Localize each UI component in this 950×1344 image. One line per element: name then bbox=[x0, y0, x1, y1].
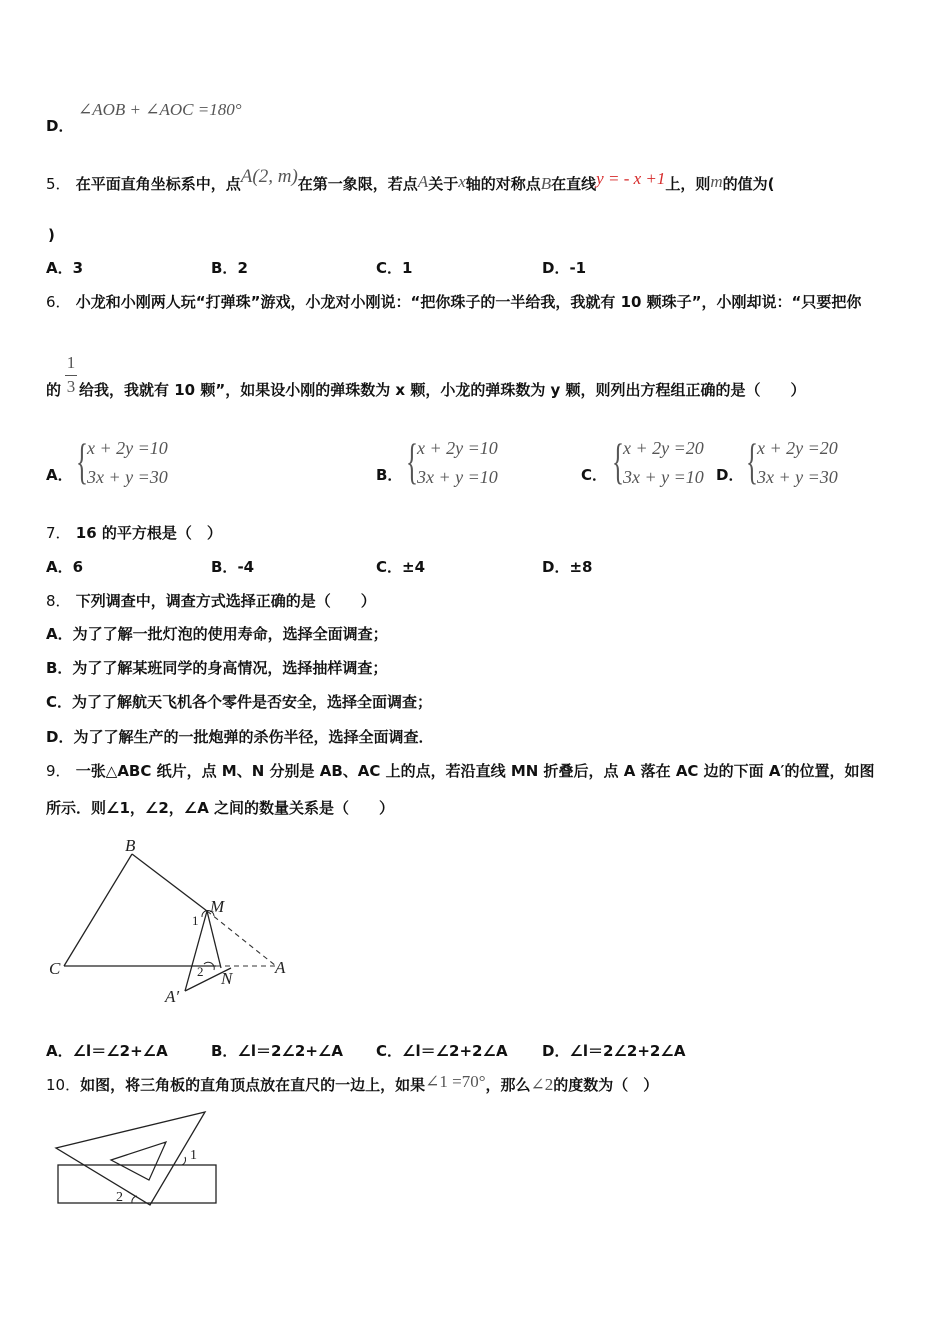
q6-option-b-eq1: x + 2y =10 bbox=[417, 438, 498, 458]
q6-stem-line1 bbox=[46, 292, 861, 312]
q9-label-a: A bbox=[275, 958, 286, 977]
q6-text-2: 给我，我就有 10 颗”，如果设小刚的弹珠数为 x 颗，小龙的弹珠数为 y 颗，则列出方程组正确的是（ ） bbox=[79, 381, 806, 399]
q8-number: 8． bbox=[46, 592, 71, 610]
q6-option-c-system bbox=[623, 434, 704, 492]
q6-option-d-brace: { bbox=[746, 433, 758, 489]
q5-text-7: 的值为( bbox=[722, 175, 775, 193]
q9-option-c-value: ∠l＝∠2+2∠A bbox=[402, 1042, 508, 1060]
q9-triangle-figure bbox=[44, 830, 294, 1010]
q5-point-a: A(2, m) bbox=[240, 166, 298, 187]
q9-side-cb bbox=[64, 854, 132, 966]
q9-option-c[interactable] bbox=[376, 1041, 508, 1061]
q9-side-bm bbox=[132, 854, 207, 911]
q9-option-d-value: ∠l＝2∠2+2∠A bbox=[569, 1042, 686, 1060]
q6-option-a-eq1: x + 2y =10 bbox=[87, 438, 168, 458]
q10-ask-angle: ∠2 bbox=[530, 1075, 554, 1094]
q7-option-a[interactable] bbox=[46, 557, 83, 577]
q5-stem bbox=[46, 166, 775, 194]
q6-stem-line2 bbox=[46, 377, 806, 400]
q6-option-b-system bbox=[417, 434, 498, 492]
q10-number: 10． bbox=[46, 1076, 81, 1094]
q6-option-c-brace: { bbox=[612, 433, 624, 489]
q6-option-b-eq2: 3x + y =10 bbox=[417, 467, 498, 487]
q7-option-b-value: -4 bbox=[237, 558, 255, 576]
q10-text-2: ，那么 bbox=[485, 1076, 531, 1094]
q9-label-a-prime: A′ bbox=[165, 987, 180, 1006]
q9-label-angle-1: 1 bbox=[192, 913, 199, 928]
q6-option-b-label[interactable]: B． bbox=[376, 466, 403, 484]
q9-option-c-label: C． bbox=[376, 1042, 403, 1060]
q5-option-b[interactable] bbox=[211, 258, 248, 278]
q7-option-d-label: D． bbox=[542, 558, 570, 576]
q9-label-b: B bbox=[125, 836, 136, 855]
q10-stem bbox=[46, 1072, 659, 1095]
q5-option-a-label: A． bbox=[46, 259, 73, 277]
q9-label-angle-2: 2 bbox=[197, 964, 204, 979]
q8-text: 下列调查中，调查方式选择正确的是（ ） bbox=[75, 592, 376, 610]
q6-option-c-label[interactable]: C． bbox=[581, 466, 608, 484]
q5-text-3: 关于 bbox=[428, 175, 459, 193]
q6-option-d-eq2: 3x + y =30 bbox=[757, 467, 838, 487]
q10-label-angle-1: 1 bbox=[190, 1148, 197, 1163]
q6-option-a-eq2: 3x + y =30 bbox=[87, 467, 168, 487]
q5-text-4: 轴的对称点 bbox=[465, 175, 541, 193]
q7-option-d[interactable] bbox=[542, 557, 592, 577]
q5-option-c-label: C． bbox=[376, 259, 403, 277]
q6-option-a-brace: { bbox=[76, 433, 88, 489]
q5-option-c[interactable] bbox=[376, 258, 412, 278]
q6-option-b-brace: { bbox=[406, 433, 418, 489]
q5-option-a[interactable] bbox=[46, 258, 83, 278]
q6-number: 6． bbox=[46, 293, 71, 311]
q6-text-pre: 的 bbox=[46, 381, 62, 399]
q5-option-b-label: B． bbox=[211, 259, 238, 277]
q9-option-d-label: D． bbox=[542, 1042, 570, 1060]
q10-label-angle-2: 2 bbox=[116, 1190, 123, 1205]
q7-option-d-value: ±8 bbox=[569, 558, 593, 576]
q5-var-m: m bbox=[710, 172, 723, 191]
q5-option-d[interactable] bbox=[542, 258, 586, 278]
q5-line-equation: y = - x +1 bbox=[596, 169, 666, 188]
q6-option-d-eq1: x + 2y =20 bbox=[757, 438, 838, 458]
q5-text-1: 在平面直角坐标系中，点 bbox=[75, 175, 241, 193]
q5-text-2: 在第一象限，若点 bbox=[297, 175, 418, 193]
q9-option-a-value: ∠l＝∠2+∠A bbox=[72, 1042, 168, 1060]
q10-set-square-inner bbox=[111, 1142, 166, 1180]
q5-text-6: 上，则 bbox=[665, 175, 711, 193]
q9-text-1: 一张△ABC 纸片，点 M、N 分别是 AB、AC 上的点，若沿直线 MN 折叠后，点 A 落在 AC 边的下面 A′的位置，如图 bbox=[75, 762, 875, 780]
q6-fraction-denominator: 3 bbox=[66, 377, 76, 396]
q9-stem-line2: 所示．则∠1，∠2，∠A 之间的数量关系是（ ） bbox=[46, 799, 395, 817]
q7-number: 7． bbox=[46, 524, 71, 542]
q6-option-d-label[interactable]: D． bbox=[716, 466, 744, 484]
q7-option-c[interactable] bbox=[376, 557, 425, 577]
q6-option-c-eq2: 3x + y =10 bbox=[623, 467, 704, 487]
q10-text-1: 如图，将三角板的直角顶点放在直尺的一边上，如果 bbox=[80, 1076, 426, 1094]
q6-option-d-system bbox=[757, 434, 838, 492]
q7-option-a-label: A． bbox=[46, 558, 73, 576]
q5-option-c-value: 1 bbox=[402, 259, 413, 277]
q6-fraction-numerator: 1 bbox=[66, 353, 76, 372]
q7-option-c-label: C． bbox=[376, 558, 403, 576]
q7-text: 16 的平方根是（ ） bbox=[75, 524, 222, 542]
q6-option-c-eq1: x + 2y =20 bbox=[623, 438, 704, 458]
q5-close-paren: ) bbox=[48, 226, 55, 244]
q9-label-m: M bbox=[210, 897, 225, 916]
q9-option-b-label: B． bbox=[211, 1042, 238, 1060]
q10-text-3: 的度数为（ ） bbox=[553, 1076, 659, 1094]
q5-number: 5． bbox=[46, 175, 71, 193]
q8-option-b[interactable]: B．为了了解某班同学的身高情况，选择抽样调查； bbox=[46, 659, 388, 677]
q9-option-a[interactable] bbox=[46, 1041, 168, 1061]
q5-option-a-value: 3 bbox=[72, 259, 84, 277]
q4-option-expr: ∠AOB + ∠AOC =180° bbox=[78, 100, 242, 119]
q10-condition: ∠1 =70° bbox=[425, 1072, 486, 1091]
q9-fold-line-mn bbox=[207, 911, 221, 968]
q5-var-b: B bbox=[540, 174, 552, 193]
q5-var-a: A bbox=[417, 172, 429, 191]
q4-option-d[interactable] bbox=[46, 116, 73, 136]
q7-option-b[interactable] bbox=[211, 557, 254, 577]
q10-set-square-outer bbox=[56, 1112, 205, 1205]
q6-option-a-system bbox=[87, 434, 168, 492]
q6-option-a-label[interactable]: A． bbox=[46, 466, 73, 484]
q5-option-d-label: D． bbox=[542, 259, 570, 277]
q5-var-x: x bbox=[458, 172, 466, 191]
q7-option-b-label: B． bbox=[211, 558, 238, 576]
q5-option-d-value: -1 bbox=[569, 259, 587, 277]
q9-option-a-label: A． bbox=[46, 1042, 73, 1060]
q4-option-label: D． bbox=[46, 117, 74, 135]
q5-text-5: 在直线 bbox=[551, 175, 597, 193]
q9-option-b-value: ∠l＝2∠2+∠A bbox=[237, 1042, 343, 1060]
q9-number: 9． bbox=[46, 762, 71, 780]
q7-stem bbox=[46, 523, 222, 543]
q9-label-n: N bbox=[221, 969, 233, 988]
q8-option-a[interactable]: A．为了了解一批灯泡的使用寿命，选择全面调查； bbox=[46, 625, 388, 643]
q8-stem bbox=[46, 591, 376, 611]
q7-option-a-value: 6 bbox=[72, 558, 84, 576]
q8-option-d[interactable]: D．为了了解生产的一批炮弹的杀伤半径，选择全面调查． bbox=[46, 728, 434, 746]
q9-option-d[interactable] bbox=[542, 1041, 685, 1061]
q7-option-c-value: ±4 bbox=[402, 558, 426, 576]
q6-fraction-bar bbox=[65, 375, 77, 376]
q9-stem-line1 bbox=[46, 761, 874, 781]
q10-ruler-figure bbox=[50, 1108, 230, 1213]
q9-option-b[interactable] bbox=[211, 1041, 343, 1061]
q5-option-b-value: 2 bbox=[237, 259, 248, 277]
q8-option-c[interactable]: C．为了了解航天飞机各个零件是否安全，选择全面调查； bbox=[46, 693, 433, 711]
q10-angle-1-arc bbox=[182, 1157, 186, 1165]
q6-text-1: 小龙和小刚两人玩“打弹珠”游戏，小龙对小刚说：“把你珠子的一半给我，我就有 10 颗珠子”，小刚却说：“只要把你 bbox=[75, 293, 862, 311]
q9-dashed-ma bbox=[207, 911, 276, 966]
q9-label-c: C bbox=[49, 959, 61, 978]
